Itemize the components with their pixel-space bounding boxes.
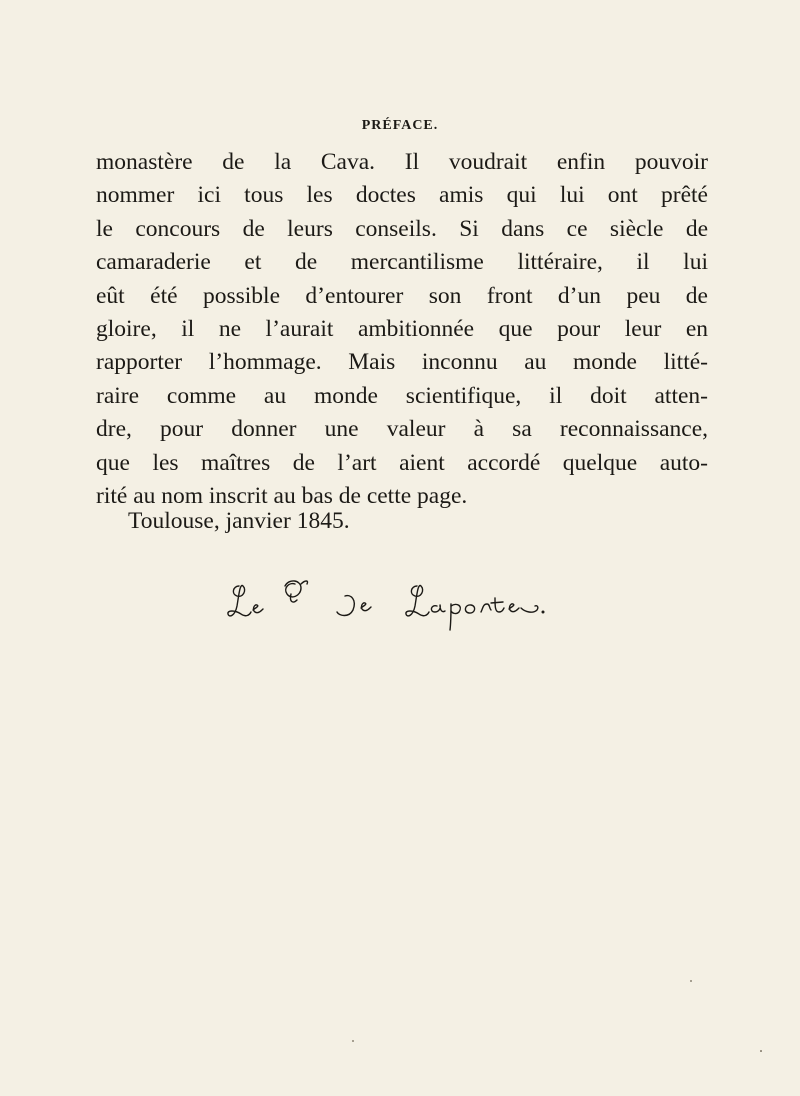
text-line: que les maîtres de l’art aient accordé quelque auto- [96,449,708,476]
text-line: nommer ici tous les doctes amis qui lui ont prêté [96,182,708,209]
text-line: monastère de la Cava. Il voudrait enfin pouvoir [96,149,708,175]
dateline: Toulouse, janvier 1845. [128,508,350,534]
text-line: gloire, il ne l’aurait ambitionnée que pour leur en [96,315,708,342]
text-line: le concours de leurs conseils. Si dans ce siècle de [96,215,708,242]
text-line: eût été possible d’entourer son front d’un peu de [96,282,708,309]
paper-fleck [760,1050,762,1052]
running-head: PRÉFACE. [361,118,439,133]
paper-fleck [690,980,692,982]
text-line: rapporter l’hommage. Mais inconnu au monde litté- [96,349,708,376]
text-line: dre, pour donner une valeur à sa reconnaissance, [96,416,708,443]
paper-fleck [352,1040,354,1042]
text-line: rité au nom inscrit au bas de cette page. [96,482,468,509]
handwritten-signature [225,572,665,632]
text-line: camaraderie et de mercantilisme littéraire, il lui [96,249,708,276]
text-line: raire comme au monde scientifique, il doit atten- [96,382,708,409]
body-text [96,146,708,513]
